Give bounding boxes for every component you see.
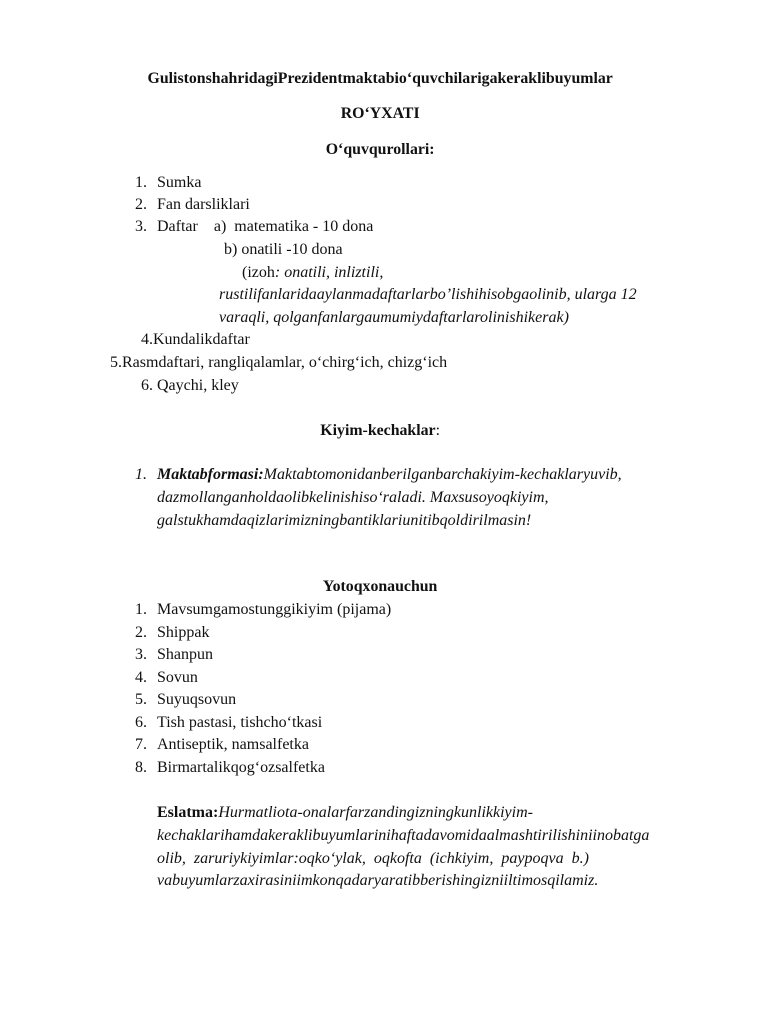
list-number: 3. (135, 646, 147, 663)
list-text: Sumka (157, 174, 202, 191)
document-subtitle: RO‘YXATI (340, 105, 420, 122)
list-number: 1. (135, 466, 147, 483)
list-text: Fan darsliklari (157, 196, 250, 213)
note-text: : onatili, inliztili, (274, 264, 384, 281)
clothes-heading-text: Kiyim-kechaklar (320, 422, 436, 439)
list-number: 2. (135, 624, 147, 641)
list-number: 5. (135, 691, 147, 708)
list-text: Antiseptik, namsalfetka (157, 736, 309, 753)
daftar-note-line: rustilifanlaridaaylanmadaftarlarbo’lishihisobgaolinib, ularga 12 (219, 286, 637, 303)
clothes-heading-colon: : (435, 422, 440, 439)
note-line (157, 802, 533, 824)
dorm-heading: Yotoqxonauchun (322, 578, 438, 595)
list-number: 8. (135, 759, 147, 776)
list-text: Shippak (157, 624, 210, 641)
list-text: Birmartalikqog‘ozsalfetka (157, 759, 325, 776)
list-item: 4.Kundalikdaftar (141, 331, 250, 348)
list-text: galstukhamdaqizlarimizningbantiklariunitibqoldirilmasin! (157, 512, 532, 529)
list-text: Tish pastasi, tishcho‘tkasi (157, 714, 323, 731)
list-number: 1. (135, 601, 147, 618)
list-text: Mavsumgamostunggikiyim (pijama) (157, 601, 392, 618)
supplies-heading: O‘quvqurollari: (325, 141, 435, 158)
list-number: 3. (135, 218, 147, 235)
note-label: Eslatma: (157, 804, 219, 821)
note-line: vabuyumlarzaxirasiniimkonqadaryaratibberishingizniiltimosqilamiz. (157, 872, 599, 889)
list-text: Suyuqsovun (157, 691, 237, 708)
list-number: 4. (135, 669, 147, 686)
note-text: Hurmatliota-onalarfarzandingizningkunlikkiyim- (218, 804, 533, 821)
note-line: kechaklarihamdakeraklibuyumlarinihaftadavomidaalmashtirilishiniinobatga (157, 827, 650, 844)
list-text: dazmollanganholdaolibkelinishiso‘raladi. Maxsusoyoqkiyim, (157, 489, 549, 506)
list-item: 6. Qaychi, kley (141, 377, 239, 394)
uniform-text: Maktabtomonidanberilganbarchakiyim-kechaklaryuvib, (263, 466, 622, 483)
list-text: Daftar a) matematika - 10 dona (157, 218, 374, 235)
list-number: 1. (135, 174, 147, 191)
list-number: 7. (135, 736, 147, 753)
note-prefix: (izoh (242, 264, 275, 281)
daftar-subitem-b: b) onatili -10 dona (224, 241, 343, 258)
list-item: 5.Rasmdaftari, rangliqalamlar, o‘chirg‘ich, chizg‘ich (110, 354, 448, 371)
list-text: Sovun (157, 669, 198, 686)
list-text (157, 464, 622, 486)
note-line: olib, zaruriykiyimlar:oqko‘ylak, oqkofta (ichkiyim, paypoqva b.) (157, 850, 589, 867)
daftar-note-line: varaqli, qolganfanlargaumumiydaftarlarolinishikerak) (219, 309, 569, 326)
document-title: GulistonshahridagiPrezidentmaktabio‘quvchilarigakeraklibuyumlar (147, 70, 613, 87)
uniform-label: Maktabformasi: (157, 466, 264, 483)
list-text: Shanpun (157, 646, 213, 663)
daftar-note-line (242, 262, 383, 284)
list-number: 2. (135, 196, 147, 213)
list-number: 6. (135, 714, 147, 731)
clothes-heading (0, 420, 760, 442)
